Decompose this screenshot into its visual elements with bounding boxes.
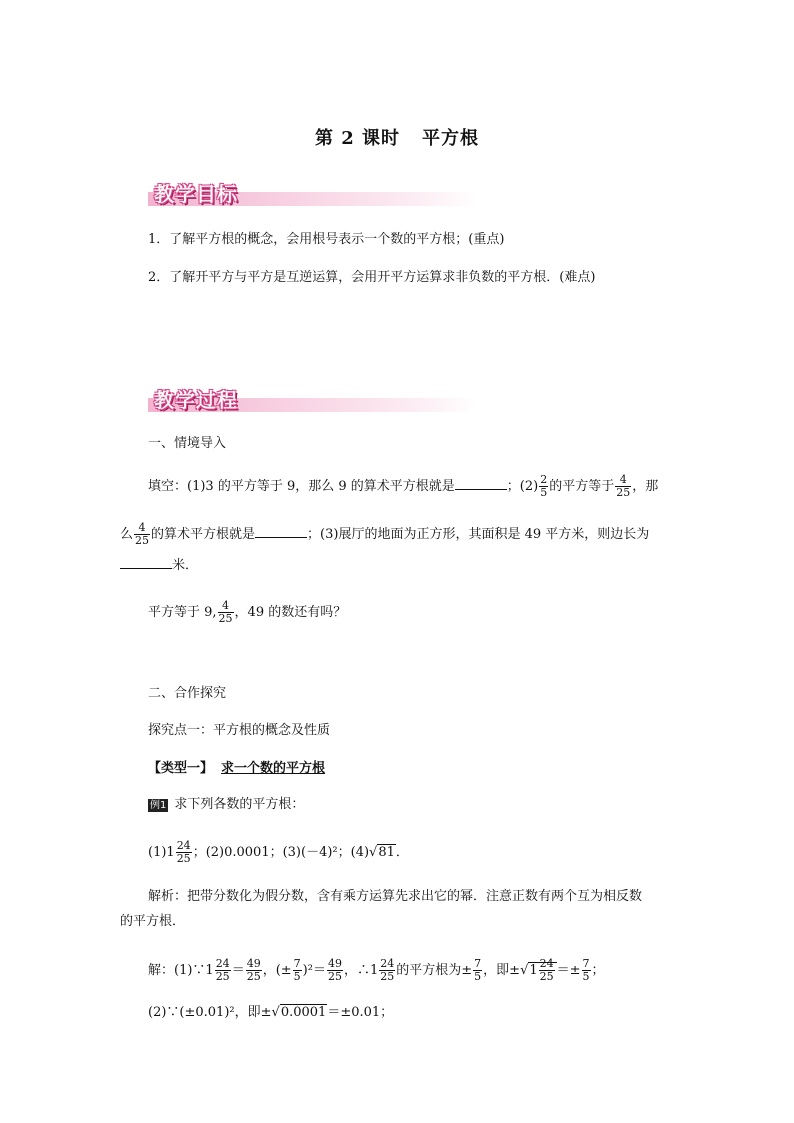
process-banner <box>148 384 478 414</box>
answer-blank-1[interactable] <box>455 477 507 490</box>
intro-paragraph-line-3: 米． <box>120 556 198 575</box>
example-1: 例1 求下列各数的平方根： <box>150 797 305 812</box>
fraction: $\frac{4}{25}$ <box>616 473 631 499</box>
fraction: $\frac{4}{25}$ <box>135 521 150 547</box>
goal-2: 2．了解开平方与平方是互逆运算，会用开平方运算求非负数的平方根．(难点) <box>148 270 596 285</box>
fraction: $\frac{49}{25}$ <box>246 957 261 983</box>
sqrt-mixed: √1 $\frac{24}{25}$ <box>520 958 557 983</box>
answer-blank-3[interactable] <box>120 556 172 569</box>
intro-paragraph-line-1: 填空：(1)3 的平方等于 9，那么 9 的算术平方根就是 ；(2) $\frac{2}{5}$ 的平方等于 $\frac{4}{25}$ ，那 <box>148 473 659 499</box>
sqrt-0001: √0.0001 <box>271 1005 327 1020</box>
lesson-topic: 平方根 <box>422 128 480 149</box>
analysis-line-2: 的平方根． <box>120 914 186 929</box>
fraction: $\frac{24}{25}$ <box>215 957 230 983</box>
example-label: 例1 <box>150 800 167 811</box>
explore-point: 探究点一：平方根的概念及性质 <box>148 723 331 738</box>
goals-header: 教学目标 <box>154 182 238 206</box>
analysis-line-1: 解析：把带分数化为假分数，含有乘方运算先求出它的幂．注意正数有两个互为相反数 <box>148 889 643 904</box>
goals-banner <box>148 178 478 208</box>
solution-2: (2)∵(±0.01)²，即±√0.0001＝±0.01； <box>148 1005 394 1020</box>
intro-heading: 一、情境导入 <box>148 436 227 451</box>
page-title <box>0 124 794 150</box>
solution-1: 解：(1)∵1 $\frac{24}{25}$ ＝ $\frac{49}{25}$ ，(± $\frac{7}{5}$ )²＝ $\frac{49}{25}$ ，∴1 $\frac{24}{25}$ 的平方根为± $\frac{7}{5}$ ，即±√1 $\frac{24}{25}$ ＝± $\frac{7}{5}$ ； <box>148 957 605 983</box>
sqrt-81: √81 <box>369 845 395 860</box>
fraction: $\frac{49}{25}$ <box>327 957 342 983</box>
fraction: $\frac{7}{5}$ <box>293 957 301 983</box>
fraction: $\frac{4}{25}$ <box>218 599 233 625</box>
intro-question: 平方等于 9, $\frac{4}{25}$ ，49 的数还有吗？ <box>148 599 347 625</box>
process-header: 教学过程 <box>154 388 238 412</box>
intro-paragraph-line-2: 么 $\frac{4}{25}$ 的算术平方根就是 ；(3)展厅的地面为正方形，其面积是 49 平方米，则边长为 <box>120 521 650 547</box>
fraction: $\frac{24}{25}$ <box>176 839 191 865</box>
goal-1: 1．了解平方根的概念，会用根号表示一个数的平方根；(重点) <box>148 232 505 247</box>
answer-blank-2[interactable] <box>255 525 307 538</box>
lesson-number: 第 2 课时 <box>314 128 401 149</box>
fraction: $\frac{2}{5}$ <box>540 473 548 499</box>
fraction: $\frac{24}{25}$ <box>380 957 395 983</box>
type-heading: 【类型一】 求一个数的平方根 <box>148 761 326 776</box>
fraction: $\frac{7}{5}$ <box>582 957 590 983</box>
example-items: (1)1 $\frac{24}{25}$ ；(2)0.0001；(3)(－4)²；(4)√81． <box>148 839 409 865</box>
fraction: $\frac{7}{5}$ <box>474 957 482 983</box>
cooperate-heading: 二、合作探究 <box>148 686 227 701</box>
